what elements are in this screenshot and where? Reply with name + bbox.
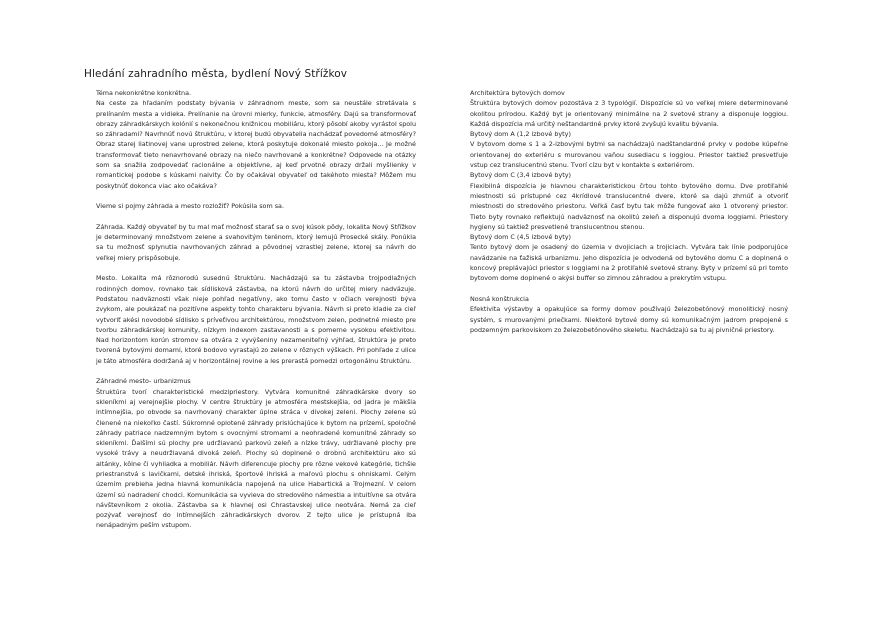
section-heading: Bytový dom C (4,5 izbové byty) — [470, 233, 572, 242]
page-title: Hledání zahradního města, bydlení Nový Střížkov — [84, 68, 348, 80]
paragraph: Mesto. Lokalita má rôznorodú susednú štruktúru. Nachádzajú sa tu zástavba trojpodlažných rodinných domov, rovnako tak sídlisková zástavba, na ktorú návrh do určitej miery nadväzuje. Podstatou nadväznosti však nieje pohľad negatívny, ako tomu často v očiach verejnosti býva zvykom, ale poukázať na pozitívne aspekty tohto charakteru bývania. Návrh si preto kladie za cieľ vytvoriť akési novodobé sídlisko s príveťivou architektúrou, množstvom zelen, podnetné miesto pre tvorbu záhradkárskej komunity, nízkym indexom zastavanosti a s pomerne vysokou efektivitou. Nad horizontom korún stromov sa otvára z vyvýšeniny nezameniteľný výhľad, štruktúra je preto tvorená bytovými domami, ktoré bodovo vyrastajú zo zelene v rôznych výškach. Pri pohľade z ulice je táto atmosféra dodržaná aj v horizontálnej rovine a les prerastá pomedzi ortogonálnu štruktúru. — [96, 274, 416, 365]
section-heading: Nosná konštrukcia — [470, 294, 529, 303]
paragraph: Efektivita výstavby a opakujúce sa formy domov používajú železobetónový monolitický nosný systém, s murovanými priečkami. Niektoré bytové domy sú komunikačným jadrom prepojené s podzemným parkoviskom zo železobetónového skeletu. Nachádzajú sa tu aj pivničné priestory. — [470, 305, 788, 334]
paragraph: Na ceste za hľadaním podstaty bývania v záhradnom meste, som sa neustále stretávala s prelínaním mesta a vidieka. Prelínanie na úrovni mierky, funkcie, atmosféry. Dajú sa transformovať obrazy záhradkárskych kolónií s nekonečnou knižnicou mobiliáru, ktorý pôsobí akoby vyrástol spolu so záhradami? Navrhnúť novú štruktúru, v ktorej budú obyvatelia nachádzať povedomé atmosféry? Obraz starej liatinovej vane uprostred zelene, ktorá poskytuje dokonalé miesto pokoja... Je možné transformovať tieto nenavrhované obrazy na niečo navrhované a konkrétne? Odpovede na otázky som sa snažila zodpovedať racionálne a objektívne, aj keď prvotné obrazy držali myšlienky v romantickej podobe s kúskami naivity. Čo by očakával obyvateľ od takéhoto miesta? Môžem mu poskytnúť dokonca viac ako očakáva? — [96, 99, 416, 190]
paragraph: Vieme si pojmy záhrada a mesto rozložiť? Pokúsila som sa. — [96, 202, 284, 211]
section-heading: Záhradné mesto- urbanizmus — [96, 377, 191, 386]
paragraph-spacer — [96, 263, 416, 273]
paragraph-spacer — [96, 212, 416, 222]
paragraph-spacer — [470, 284, 788, 294]
right-column — [470, 88, 788, 335]
paragraph: Tento bytový dom je osadený do územia v dvojiciach a trojiciach. Vytvára tak línie podporujúce navádzanie na ťažiská urbanizmu. Jeho dispozícia je odvodená od bytového domu C a doplnená o koncový preplávajúci priestor s loggiami na 2 protiľahlé svetové strany. Byty v prízemí sú pri tomto bytovom dome doplnené o akýsi buffer so zimnou záhradou a prekrytím vstupu. — [470, 243, 788, 283]
paragraph: Štruktúra bytových domov pozostáva z 3 typológií. Dispozície sú vo veľkej miere determinované okolitou prírodou. Každý byt je orientovaný minimálne na 2 svetové strany a disponuje loggiou. Každá dispozícia má určitý neštandardné prvky ktoré zvyšujú kvalitu bývania. — [470, 99, 788, 128]
section-heading: Téma nekonkrétne konkrétna. — [96, 89, 192, 97]
left-column — [96, 88, 416, 531]
paragraph: Záhrada. Každý obyvateľ by tu mal mať možnosť starať sa o svoj kúsok pôdy, lokalita Nový Střížkov je determinovaný množstvom zelene a svahovitým terénom, ktorý lemujú Prosecké skály. Ponúkla sa tu možnosť splynutia navrhovaných záhrad a pôvodnej vzrastlej zelene, ktorej sa návrh do veľkej miery prispôsobuje. — [96, 222, 416, 262]
paragraph: Flexibilná dispozícia je hlavnou charakteristickou črtou tohto bytového domu. Dve protiľahlé miestnosti sú prístupné cez 4krídlové translucentné dvere, ktoré sa dajú zhrnúť a otvoriť miestnosti do stredového priestoru. Veľká časť bytu tak môže fungovať ako 1 otvorený priestor. Tieto byty rovnako reflektujú nadväznosť na okolitú zeleň a disponujú dvoma loggiami. Priestory hygieny sú taktiež presvetlené translucentnou stenou. — [470, 181, 788, 231]
section-heading: Bytový dom A (1,2 izbové byty) — [470, 130, 571, 139]
paragraph-spacer — [96, 191, 416, 201]
section-heading: Bytový dom C (3,4 izbové byty) — [470, 171, 572, 180]
paragraph: V bytovom dome s 1 a 2-izbovými bytmi sa nachádzajú nadštandardné prvky v podobe kúpeľne orientovanej do exteriéru s murovanou vaňou susediacu s loggiou. Priestor taktiež presvetľuje vstup cez translucentnú stenu. Tvorí cízu byt v kontakte s exteriérom. — [470, 140, 788, 170]
paragraph-spacer — [96, 366, 416, 376]
section-heading: Architektúra bytových domov — [470, 89, 565, 97]
paragraph: Štruktúra tvorí charakteristické medzipriestory. Vytvára komunitné záhradkárske dvory so skleníkmi aj verejnejšie plochy. V centre štruktúry je atmosféra mestskejšia, od jadra je mäkšia intímnejšia, po obvode sa navrhovaný charakter úplne stráca v divokej zeleni. Plochy zelene sú členené na niekoľko častí. Súkromné oplotené záhrady prislúchajúce k bytom na prízemí, spoločné záhrady patriace nadzemným bytom s ovocnými stromami a neohradené komunitné záhrady so skleníkmi. Ďalšími sú plochy pre udržiavanú parkovú zeleň a nízke trávy, udržiavané plochy pre vysoké trávy a neudržiavaná divoká zeleň. Plochy sú doplnené o drobnú architektúru ako sú altánky, kôlne či vyhliadka a mobiliár. Návrh diferencuje plochy pre rôzne vekové kategórie, tichšie priestranstvá s lavičkami, detské ihriská, športové ihriská a maľovú plochu s ohniskami. Celým územím prebieha jedna hlavná komunikácia napojená na ulice Habartická a Trojmezní. V celom území sú nadradení chodci. Komunikácia sa vyvieva do stredového námestia a intuitívne sa otvára návštevníkom z okolia. Zástavba sa k hlavnej osi Chrastavskej ulice neotvára. Nemá za cieľ pozývať verejnosť do intímnejších záhradkárskych dvorov. Z tejto ulice je prístupná iba nenápadným peším vstupom. — [96, 387, 416, 530]
